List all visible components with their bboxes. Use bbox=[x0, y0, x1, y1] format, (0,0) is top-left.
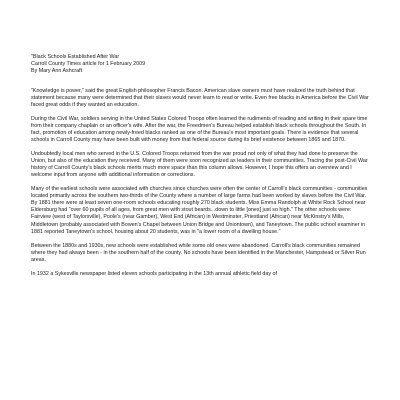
paragraph-3: Undoubtedly local men who served in the U.S. Colored Troops returned from the war proud not only of what they had done to preserve the Union, but also of the education they received. Many of them were soon recognized as leaders in their communities. Tracing the post-Civil War history of Carroll County's black schools merits much more space than this column allows. However, I hope this offers an overview and I welcome input from anyone with additional information or corrections. bbox=[31, 151, 368, 179]
article-source: Carroll County Times article for 1 February 2009 bbox=[31, 61, 146, 68]
paragraph-4: Many of the earliest schools were associated with churches since churches were often the center of Carroll's black communities - communities located primarily across the southern two-thirds of the County where a number of large farms had been worked by slaves before the Civil War. By 1881 there were at least seven one-room schools educating roughly 270 black students. Miss Emma Randolph at White Rock School near Eldersburg had "over 60 pupils of all ages, from great men with stout beards...down to little [ones] just so high." The other schools were: Fairview (west of Taylorsville), Poole's (near Gamber), West End (African) in Westminster, Priestland (African) near McKinstry's Mills, Middletown (probably associated with Bowen's Chapel between Union Bridge and Uniontown), and Taneytown. The public school examiner in 1881 reported Taneytown's school, housing about 20 students, was in "a lower room of a dwelling house." bbox=[31, 186, 368, 235]
paragraph-6: In 1932 a Sykesville newspaper listed eleven schools participating in the 13th annual athletic field day of bbox=[31, 270, 277, 277]
paragraph-2: During the Civil War, soldiers serving in the United States Colored Troops often learned the rudiments of reading and writing in their spare time from their company chaplain or an officer's wife. After the war, the Freedmen's Bureau helped establish black schools throughout the South. In fact, promotion of education among newly-freed blacks ranked as one of the Bureau's most important goals. There is evidence that several schools in Carroll County may have been built with money from that federal source during its brief existence between 1865 and 1870. bbox=[31, 115, 368, 143]
article-header bbox=[31, 54, 371, 75]
article-body bbox=[31, 54, 371, 285]
article-byline: By Mary Ann Ashcraft bbox=[31, 68, 83, 75]
paragraph-5: Between the 1880s and 1930s, new schools were established while some old ones were abandoned. Carroll's black communities remained where they had always been - in the southern half of the county. No schools have been identified in the Manchester, Hampstead or Silver Run areas. bbox=[31, 242, 366, 263]
paragraph-1: "Knowledge is power," said the great English philosopher Francis Bacon. American slave owners must have realized the truth behind that statement because many were determined that their slaves would never learn to read or write. Even free blacks in America before the Civil War faced great odds if they wanted an education. bbox=[31, 87, 369, 108]
article-title: "Black Schools Established After War bbox=[31, 54, 120, 60]
